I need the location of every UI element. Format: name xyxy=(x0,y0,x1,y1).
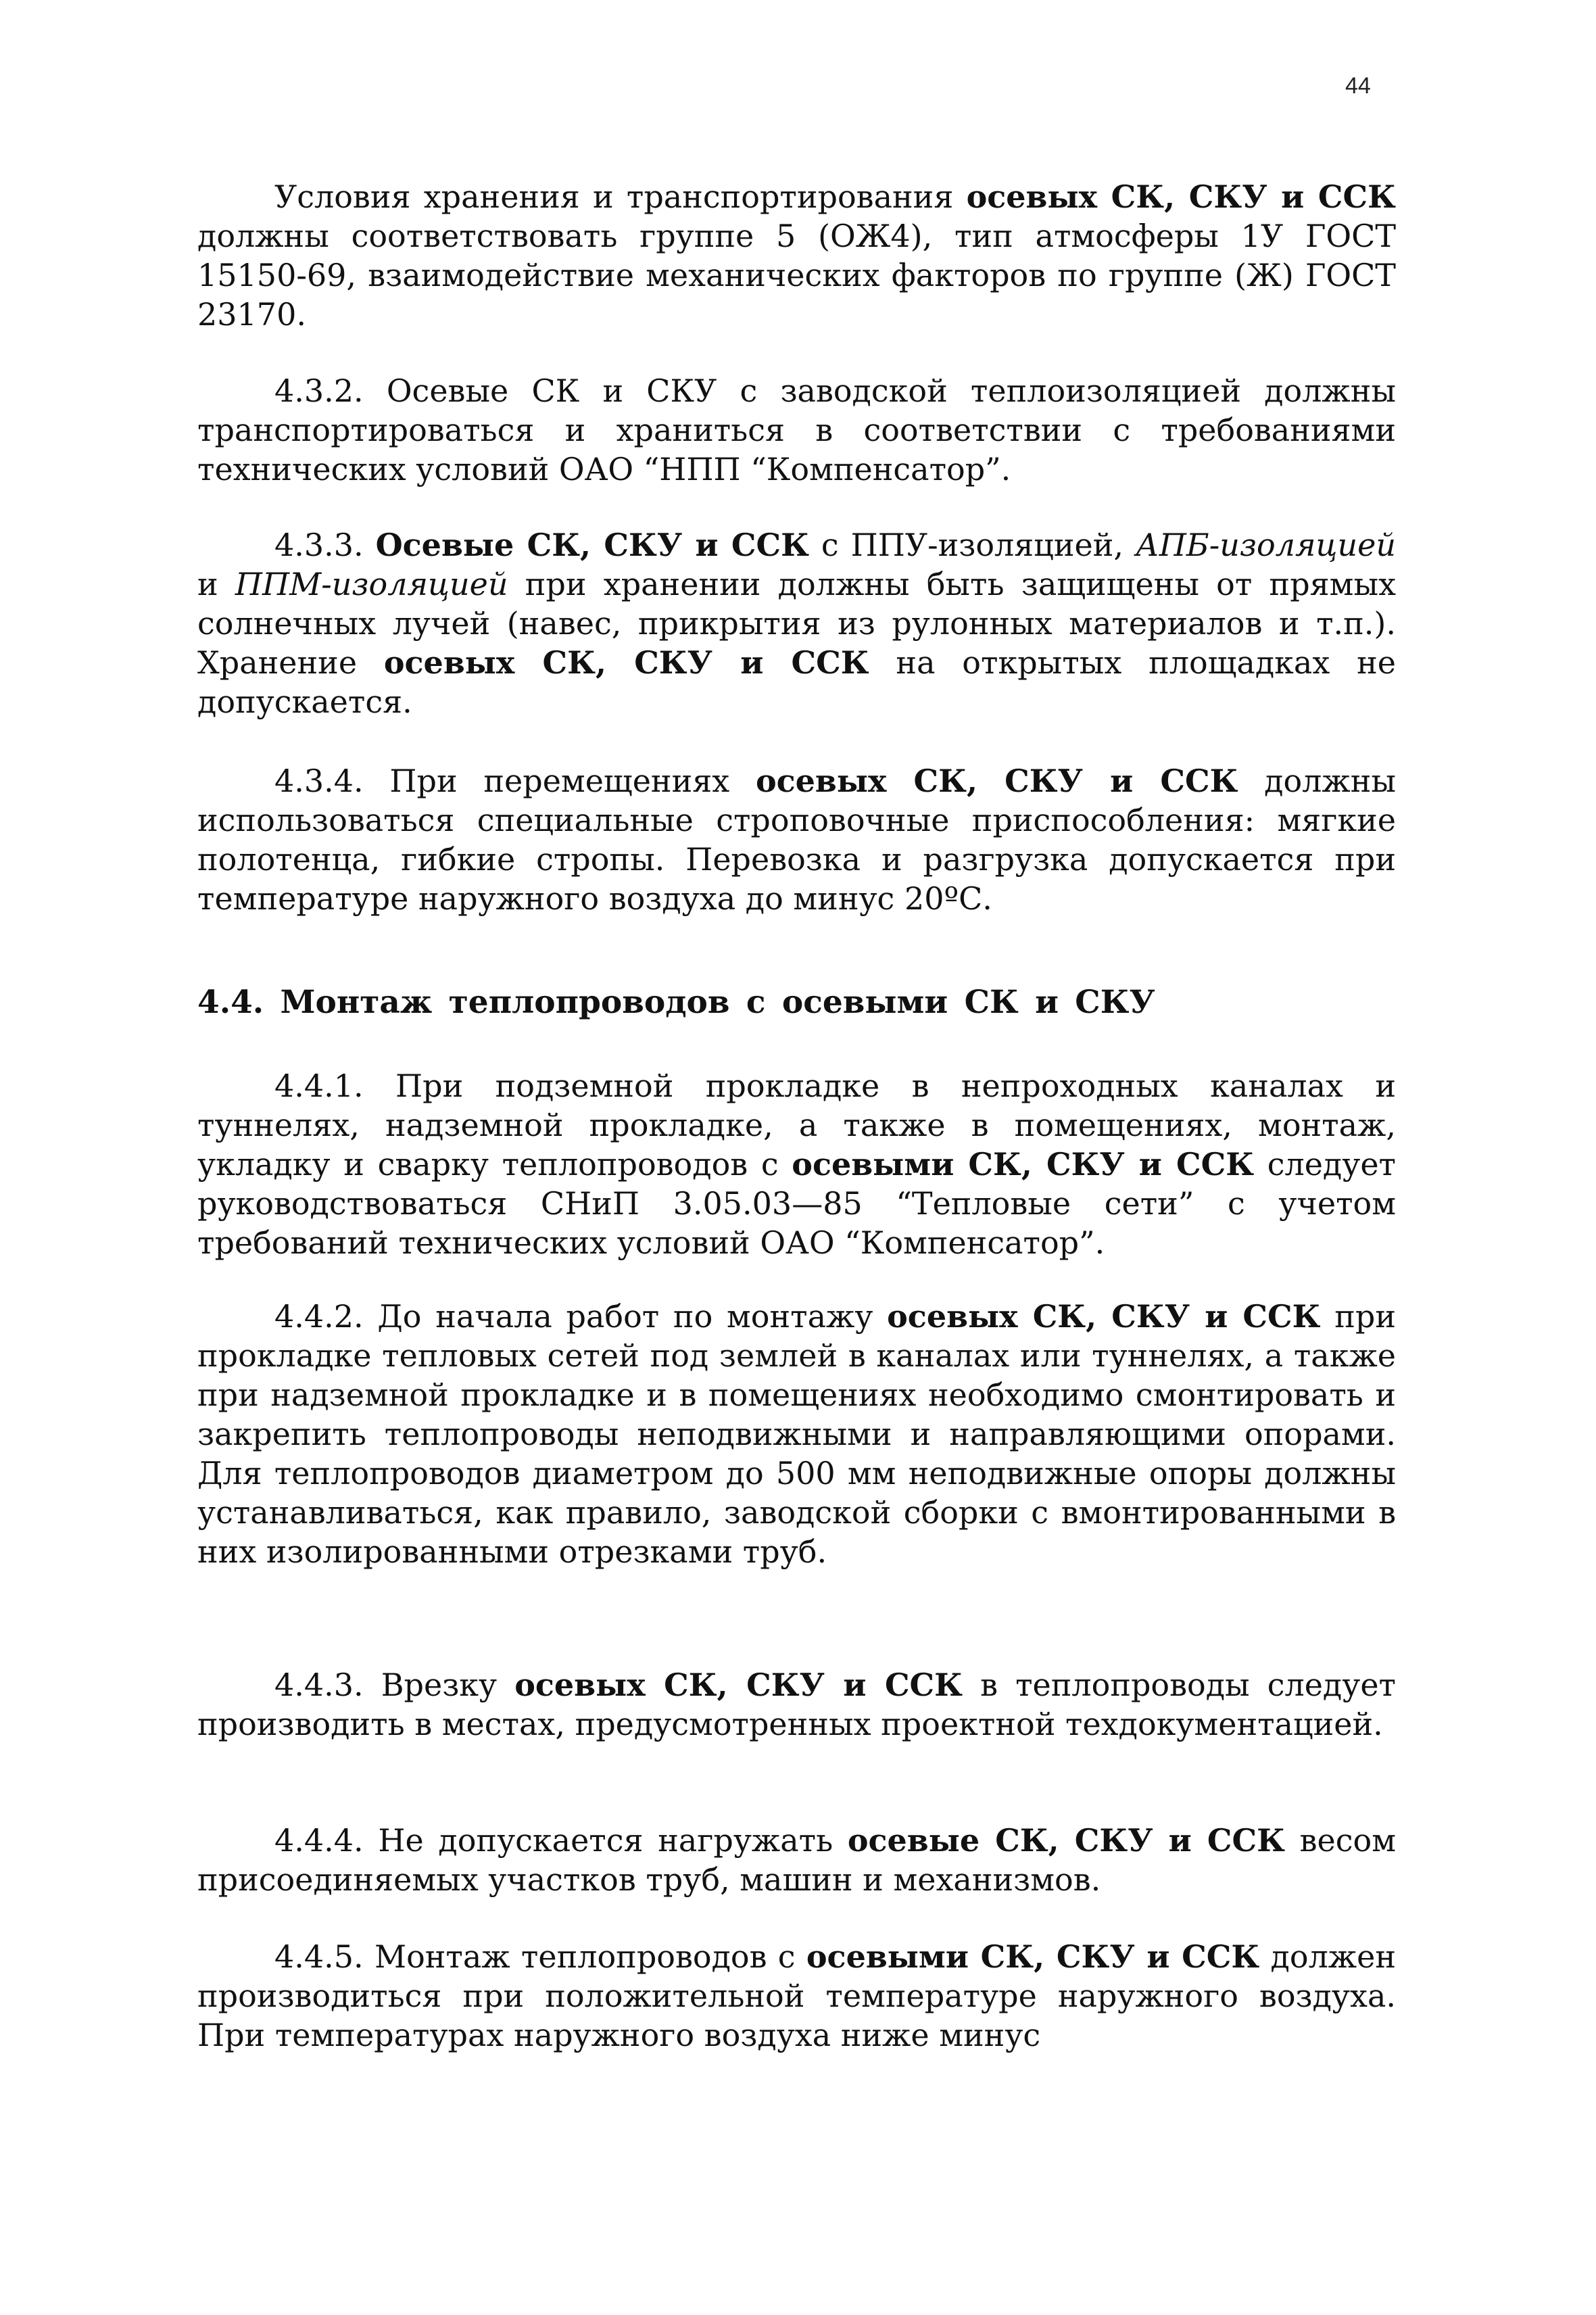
paragraph-4-4-2 xyxy=(197,1297,1396,1571)
text-run: 4.3.4. При перемещениях xyxy=(274,763,756,799)
section-heading-4-4: 4.4. Монтаж теплопроводов с осевыми СК и СКУ xyxy=(197,984,1155,1021)
bold-term: осевых СК, СКУ и ССК xyxy=(887,1298,1321,1335)
text-run: Условия хранения и транспортирования xyxy=(274,178,967,215)
paragraph-number: 4.3.3. xyxy=(274,527,376,563)
paragraph-4-4-4 xyxy=(197,1821,1396,1899)
italic-term: АПБ-изоляцией xyxy=(1135,527,1396,563)
text-run: при прокладке тепловых сетей под землей в каналах или туннелях, а также при надземной прокладке и в помещениях необходимо смонтировать и закрепить теплопроводы неподвижными и направляющими опорами. Для теплопроводов диаметром до 500 мм неподвижные опоры должны устанавливаться, как правило, заводской сборки с вмонтированными в них изолированными отрезками труб. xyxy=(197,1298,1396,1570)
text-run: с ППУ-изоляцией, xyxy=(808,527,1136,563)
text-run: при хранении должны быть защищены от прямых солнечных лучей (навес, прикрытия из рулонных материалов и т.п.). Хранение xyxy=(197,566,1397,681)
italic-term: ППМ-изоляцией xyxy=(235,566,508,602)
text-run: 4.4.2. До начала работ по монтажу xyxy=(274,1298,888,1335)
text-run: и xyxy=(197,566,235,602)
text-run: должны соответствовать группе 5 (ОЖ4), тип атмосферы 1У ГОСТ 15150-69, взаимодействие механических факторов по группе (Ж) ГОСТ 23170. xyxy=(197,218,1396,333)
text-run: 4.4.1. При подземной прокладке в непроходных каналах и туннелях, надземной прокладке, а также в помещениях, монтаж, укладку и сварку теплопроводов с xyxy=(197,1068,1396,1183)
text-run: 4.4.3. Врезку xyxy=(274,1667,515,1703)
bold-term: осевых СК, СКУ и ССК xyxy=(966,178,1396,215)
text-run: 4.4.5. Монтаж теплопроводов с xyxy=(274,1938,806,1975)
paragraph-4-3-2 xyxy=(197,371,1396,489)
text-run: в теплопроводы следует производить в местах, предусмотренных проектной техдокументацией. xyxy=(197,1667,1396,1742)
page-number: 44 xyxy=(1345,73,1371,99)
text-run: 4.4.4. Не допускается нагружать xyxy=(274,1822,848,1859)
text-run: на открытых площадках не допускается. xyxy=(197,644,1396,720)
text-run: должен производиться при положительной температуре наружного воздуха. При температурах наружного воздуха ниже минус xyxy=(197,1938,1396,2053)
paragraph-4-4-1 xyxy=(197,1066,1396,1262)
paragraph-4-4-5 xyxy=(197,1937,1396,2055)
bold-term: осевых СК, СКУ и ССК xyxy=(755,763,1238,799)
paragraph-4-4-3 xyxy=(197,1665,1396,1744)
text-run: должны использоваться специальные строповочные приспособления: мягкие полотенца, гибкие стропы. Перевозка и разгрузка допускается при температуре наружного воздуха до минус 20ºС. xyxy=(197,763,1396,917)
paragraph-4-3-1-storage-conditions xyxy=(197,177,1396,334)
bold-term: Осевые СК, СКУ и ССК xyxy=(375,527,809,563)
paragraph-4-3-4 xyxy=(197,761,1396,918)
text-run: 4.3.2. Осевые СК и СКУ с заводской теплоизоляцией должны транспортироваться и храниться в соответствии с требованиями технических условий ОАО “НПП “Компенсатор”. xyxy=(197,373,1396,487)
bold-term: осевые СК, СКУ и ССК xyxy=(847,1822,1285,1859)
bold-term: осевыми СК, СКУ и ССК xyxy=(792,1146,1255,1183)
paragraph-4-3-3 xyxy=(197,525,1396,721)
bold-term: осевыми СК, СКУ и ССК xyxy=(806,1938,1260,1975)
text-run: весом присоединяемых участков труб, машин и механизмов. xyxy=(197,1822,1396,1898)
bold-term: осевых СК, СКУ и ССК xyxy=(383,644,869,681)
text-run: следует руководствоваться СНиП 3.05.03—85 “Тепловые сети” с учетом требований технических условий ОАО “Компенсатор”. xyxy=(197,1146,1396,1261)
bold-term: осевых СК, СКУ и ССК xyxy=(514,1667,963,1703)
